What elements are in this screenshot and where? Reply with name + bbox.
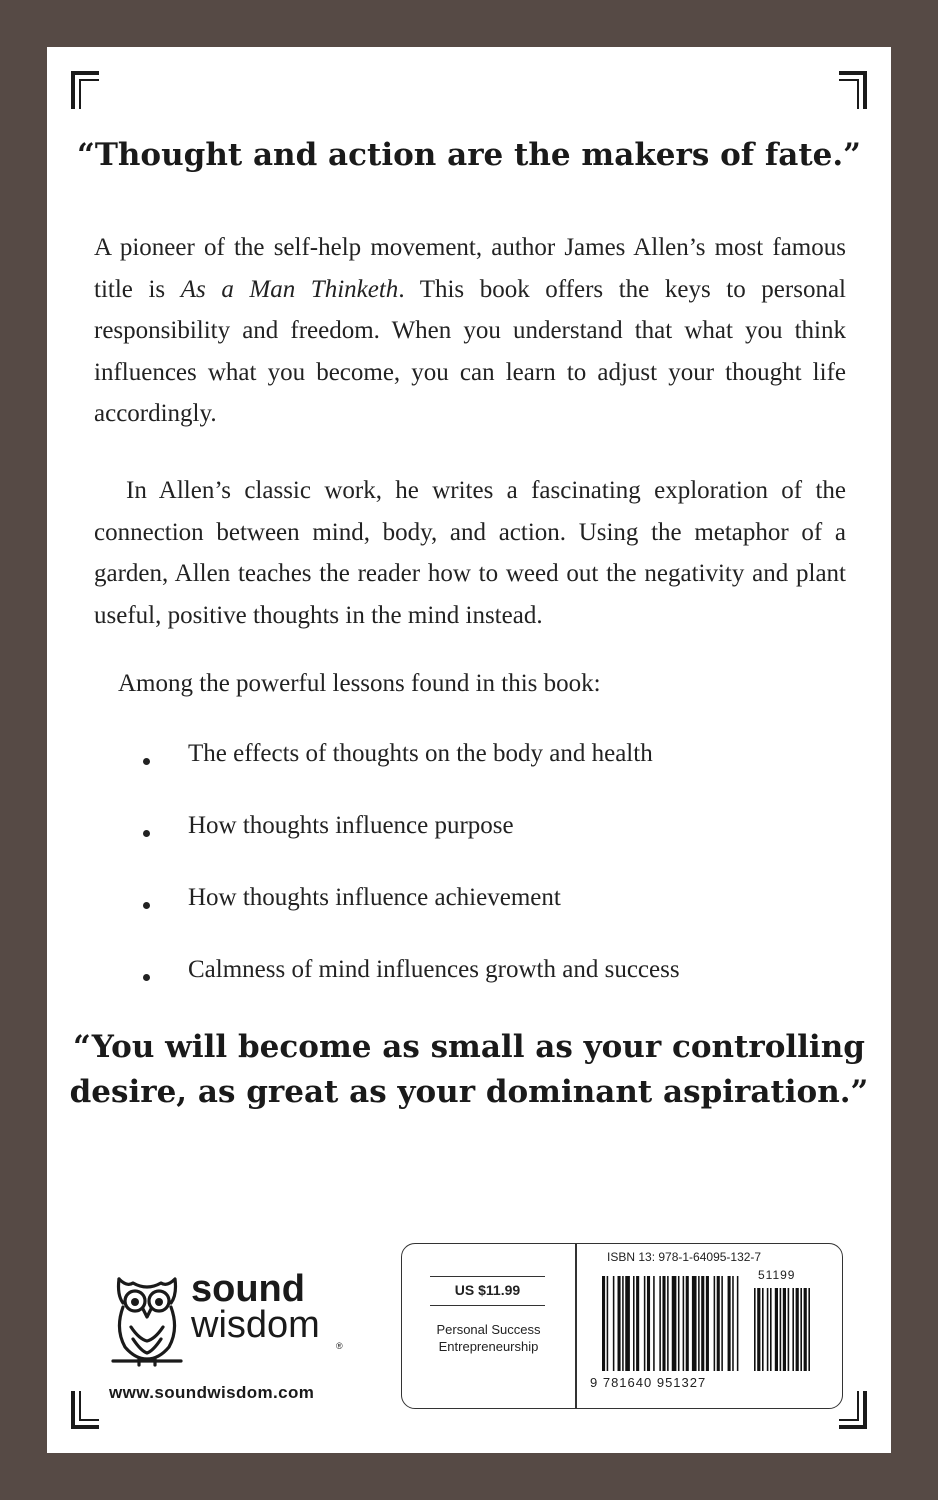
barcode-bar <box>714 1276 716 1371</box>
barcode-bar <box>701 1276 704 1371</box>
barcode-bar <box>672 1276 677 1371</box>
registered-mark: ® <box>336 1341 343 1351</box>
addon-barcode-bar <box>800 1288 802 1371</box>
barcode-bar <box>662 1276 665 1371</box>
barcode-bar <box>653 1276 655 1371</box>
barcode-bar <box>644 1276 646 1371</box>
corner-ornament-bottom-left <box>71 1389 101 1429</box>
barcode-bar <box>647 1276 650 1371</box>
barcode-bar <box>633 1276 635 1371</box>
publisher-logo <box>109 1269 369 1369</box>
addon-digits: 51199 <box>758 1268 796 1282</box>
second-paragraph: In Allen’s classic work, he writes a fascinating exploration of the connection between mind, body, and action. Using the metaphor of a garden, Allen teaches the reader how to weed out the negativity and plant useful, positive thoughts in the mind instead. <box>94 477 846 629</box>
addon-barcode-bar <box>775 1288 778 1371</box>
barcode-bar <box>622 1276 624 1371</box>
lesson-text: How thoughts influence purpose <box>188 812 514 839</box>
isbn-label: ISBN 13: 978-1-64095-132-7 <box>607 1250 762 1264</box>
barcode-icon <box>602 1266 832 1378</box>
barcode-bar <box>636 1276 639 1371</box>
lesson-text: How thoughts influence achievement <box>188 884 561 911</box>
top-quote: “Thought and action are the makers of fate.” <box>76 137 861 173</box>
barcode-bar <box>683 1276 685 1371</box>
barcode-box <box>401 1243 843 1409</box>
ean-digits: 9 781640 951327 <box>590 1375 707 1390</box>
barcode-bar <box>721 1276 723 1371</box>
barcode-box-divider <box>575 1244 577 1408</box>
owl-icon <box>109 1269 185 1369</box>
bullet-icon <box>143 758 150 765</box>
bullet-icon <box>143 974 150 981</box>
price: US $11.99 <box>454 1282 521 1298</box>
barcode-bar <box>678 1276 680 1371</box>
publisher-website[interactable]: www.soundwisdom.com <box>109 1383 315 1402</box>
barcode-bar <box>728 1276 731 1371</box>
barcode-bar <box>607 1276 609 1371</box>
addon-barcode-bar <box>792 1288 794 1371</box>
barcode-bar <box>692 1276 697 1371</box>
intro-text-2: . This book offers the keys to personal responsibility and freedom. When you understand that what you think influences what you become, you can learn to adjust your thought life accordingly. <box>94 275 846 427</box>
barcode-bar <box>717 1276 720 1371</box>
addon-barcode-bar <box>788 1288 790 1371</box>
book-title: As a Man Thinketh <box>180 275 399 303</box>
addon-barcode-bar <box>767 1288 769 1371</box>
addon-barcode-bar <box>754 1288 756 1371</box>
barcode-bar <box>698 1276 700 1371</box>
barcode-bar <box>737 1276 739 1371</box>
category-2: Entrepreneurship <box>438 1339 539 1354</box>
bottom-quote <box>47 1025 891 1115</box>
addon-barcode-bar <box>796 1288 799 1371</box>
barcode-bar <box>618 1276 621 1371</box>
price-box <box>430 1276 545 1306</box>
bullet-icon <box>143 830 150 837</box>
lesson-text: Calmness of mind influences growth and success <box>188 956 680 983</box>
addon-barcode-bar <box>783 1288 786 1371</box>
bottom-quote-line-2: desire, as great as your dominant aspiration.” <box>69 1074 869 1110</box>
bullet-icon <box>143 902 150 909</box>
back-cover <box>47 47 891 1453</box>
addon-barcode-bar <box>770 1288 772 1371</box>
addon-barcode-bar <box>780 1288 782 1371</box>
barcode-bar <box>667 1276 669 1371</box>
barcode-bar <box>732 1276 734 1371</box>
intro-paragraph <box>94 227 846 435</box>
barcode-bar <box>625 1276 630 1371</box>
logo-word-sound: sound <box>191 1268 305 1310</box>
corner-ornament-top-right <box>837 71 867 111</box>
addon-barcode-bar <box>757 1288 760 1371</box>
category-1: Personal Success <box>436 1322 541 1337</box>
lesson-text: The effects of thoughts on the body and health <box>188 740 653 767</box>
barcode-bar <box>602 1276 605 1371</box>
barcode-bar <box>613 1276 615 1371</box>
barcode-bar <box>686 1276 689 1371</box>
logo-word-wisdom: wisdom <box>191 1304 320 1346</box>
addon-barcode-bar <box>804 1288 807 1371</box>
addon-barcode-bar <box>762 1288 764 1371</box>
intro-text-1: A pioneer of the self-help movement, author James Allen’s most famous title is <box>94 234 846 303</box>
corner-ornament-top-left <box>71 71 101 111</box>
barcode-bar <box>659 1276 661 1371</box>
bottom-quote-line-1: “You will become as small as your controlling <box>73 1029 865 1065</box>
addon-barcode-bar <box>808 1288 810 1371</box>
lessons-lead: Among the powerful lessons found in this book: <box>118 670 601 697</box>
barcode-bar <box>706 1276 709 1371</box>
